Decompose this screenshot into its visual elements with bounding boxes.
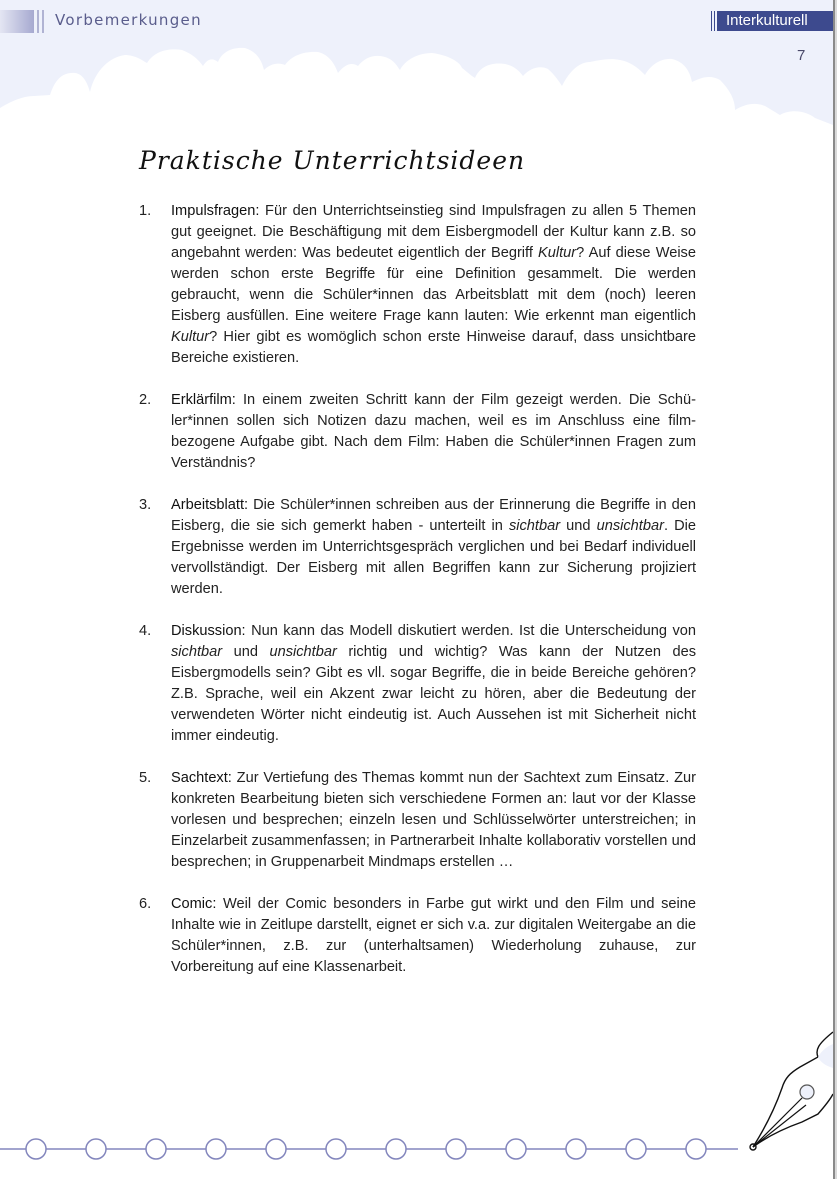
item-text-run: . Die Ergebnisse werden im Unterrichtsgespräch verglichen und bei Bedarf individuell vervollständigt. Der Eisberg mit allen Begriffen kann zur Sicherung projiziert werden. <box>171 518 696 597</box>
footer-circle <box>686 1139 706 1159</box>
item-text-run: ? Hier gibt es womöglich schon erste Hinweise darauf, dass unsichtbare Bereiche existieren. <box>171 329 696 366</box>
footer-circle <box>506 1139 526 1159</box>
footer-circle <box>266 1139 286 1159</box>
item-lead: Erklärfilm: <box>171 392 236 408</box>
item-text-emphasis: unsichtbar <box>596 518 664 534</box>
page-title: Praktische Unterrichtsideen <box>139 146 526 175</box>
section-label: Vorbemerkungen <box>55 11 202 29</box>
item-text-emphasis: sichtbar <box>508 518 561 534</box>
item-text <box>171 623 696 744</box>
list-item <box>139 768 696 873</box>
item-text <box>171 497 696 597</box>
list-item <box>139 621 696 747</box>
item-number: 5. <box>139 770 152 786</box>
tag-divider-line <box>714 11 715 31</box>
item-text-emphasis: sichtbar <box>171 644 223 660</box>
item-lead: Diskussion: <box>171 623 246 639</box>
item-number: 2. <box>139 392 152 408</box>
item-text <box>171 896 696 975</box>
list-item <box>139 201 696 369</box>
item-text-emphasis: Kultur <box>538 245 577 261</box>
item-text-run: Weil der Comic besonders in Farbe gut wirkt und den Film und seine Inhalte wie in Zeitlupe darstellt, eignet er sich v.a. zur digitalen Weitergabe an die Schüler*innen, z.B. zur (unterhaltsamen) Wiederholung zuhause, zur Vorbereitung auf eine Klassenarbeit. <box>171 896 696 975</box>
item-text-emphasis: Kultur <box>171 329 210 345</box>
idea-list <box>139 201 696 999</box>
item-text-run: Nun kann das Modell diskutiert werden. Ist die Unterscheidung von <box>245 623 696 639</box>
fountain-pen-nib-icon <box>750 1032 833 1150</box>
list-item <box>139 390 696 474</box>
footer-decoration <box>0 1010 833 1179</box>
tag-divider-line <box>711 11 712 31</box>
footer-circle <box>146 1139 166 1159</box>
item-lead: Comic: <box>171 896 217 912</box>
item-lead: Sachtext: <box>171 770 232 786</box>
header-divider-line <box>37 10 39 33</box>
footer-circle <box>626 1139 646 1159</box>
item-text-run: und <box>222 644 270 660</box>
item-number: 3. <box>139 497 152 513</box>
list-item <box>139 894 696 978</box>
item-number: 1. <box>139 203 152 219</box>
page-number: 7 <box>797 47 806 64</box>
footer-circle <box>206 1139 226 1159</box>
header-divider-line <box>42 10 44 33</box>
item-number: 6. <box>139 896 152 912</box>
item-text <box>171 770 696 870</box>
list-item <box>139 495 696 600</box>
footer-circle <box>446 1139 466 1159</box>
item-text-run: ? Auf diese Weise werden schon erste Begriffe für eine Definition gesammelt. Die werden gebraucht, wenn die Schüler*innen das Arbeitsblatt mit dem (noch) leeren Eisberg ausfüllen. Eine weitere Frage kann lauten: Wie erkennt man eigentlich <box>171 245 696 324</box>
item-lead: Impulsfragen: <box>171 203 260 219</box>
item-text-run: Die Schüler*innen schreiben aus der Erinnerung die Begriffe in den Eisberg, die sie sich gemerkt haben - unterteilt in <box>171 497 696 534</box>
item-text-emphasis: unsichtbar <box>269 644 337 660</box>
topic-tag: Interkulturell <box>717 11 833 31</box>
header-gradient-bar <box>0 10 34 33</box>
footer-circle <box>566 1139 586 1159</box>
footer-circle <box>386 1139 406 1159</box>
item-text-run: Zur Vertiefung des Themas kommt nun der Sachtext zum Einsatz. Zur konkreten Bearbeitung bieten sich verschiedene Formen an: laut vor der Klasse vorlesen und besprechen; einzeln lesen und Schlüsselwörter unterstreichen; in Einzelarbeit zusammenfassen; in Partnerarbeit Inhalte kollaborativ vorstellen und besprechen; in Gruppenarbeit Mindmaps erstellen … <box>171 770 696 870</box>
item-text <box>171 203 696 366</box>
footer-circle <box>86 1139 106 1159</box>
item-text-run: und <box>560 518 597 534</box>
item-text-run: richtig und wichtig? Was kann der Nutzen des Eisbergmodells sein? Gibt es vll. sogar Begriffe, die in beide Bereiche gehören? Z.B. Sprache, weil ein Akzent zwar leicht zu hören, aber die Bedeutung der verwendeten Wörter nicht eindeutig ist. Auch Aussehen ist mit Sicherheit nicht immer eindeutig. <box>171 644 696 744</box>
footer-circle <box>326 1139 346 1159</box>
footer-circle <box>26 1139 46 1159</box>
item-text-run: In einem zweiten Schritt kann der Film gezeigt werden. Die Schüler*innen sollen sich Notizen dazu machen, weil es im Anschluss eine filmbezogene Aufgabe gibt. Nach dem Film: Haben die Schüler*innen Fragen zum Verständnis? <box>171 392 696 471</box>
item-lead: Arbeitsblatt: <box>171 497 249 513</box>
item-number: 4. <box>139 623 152 639</box>
item-text <box>171 392 696 471</box>
item-text-run: Für den Unterrichtseinstieg sind Impulsfragen zu allen 5 Themen gut geeignet. Die Beschäftigung mit dem Eisbergmodell der Kultur kann z.B. so angebahnt werden: Was bedeutet eigentlich der Begriff <box>171 203 696 261</box>
